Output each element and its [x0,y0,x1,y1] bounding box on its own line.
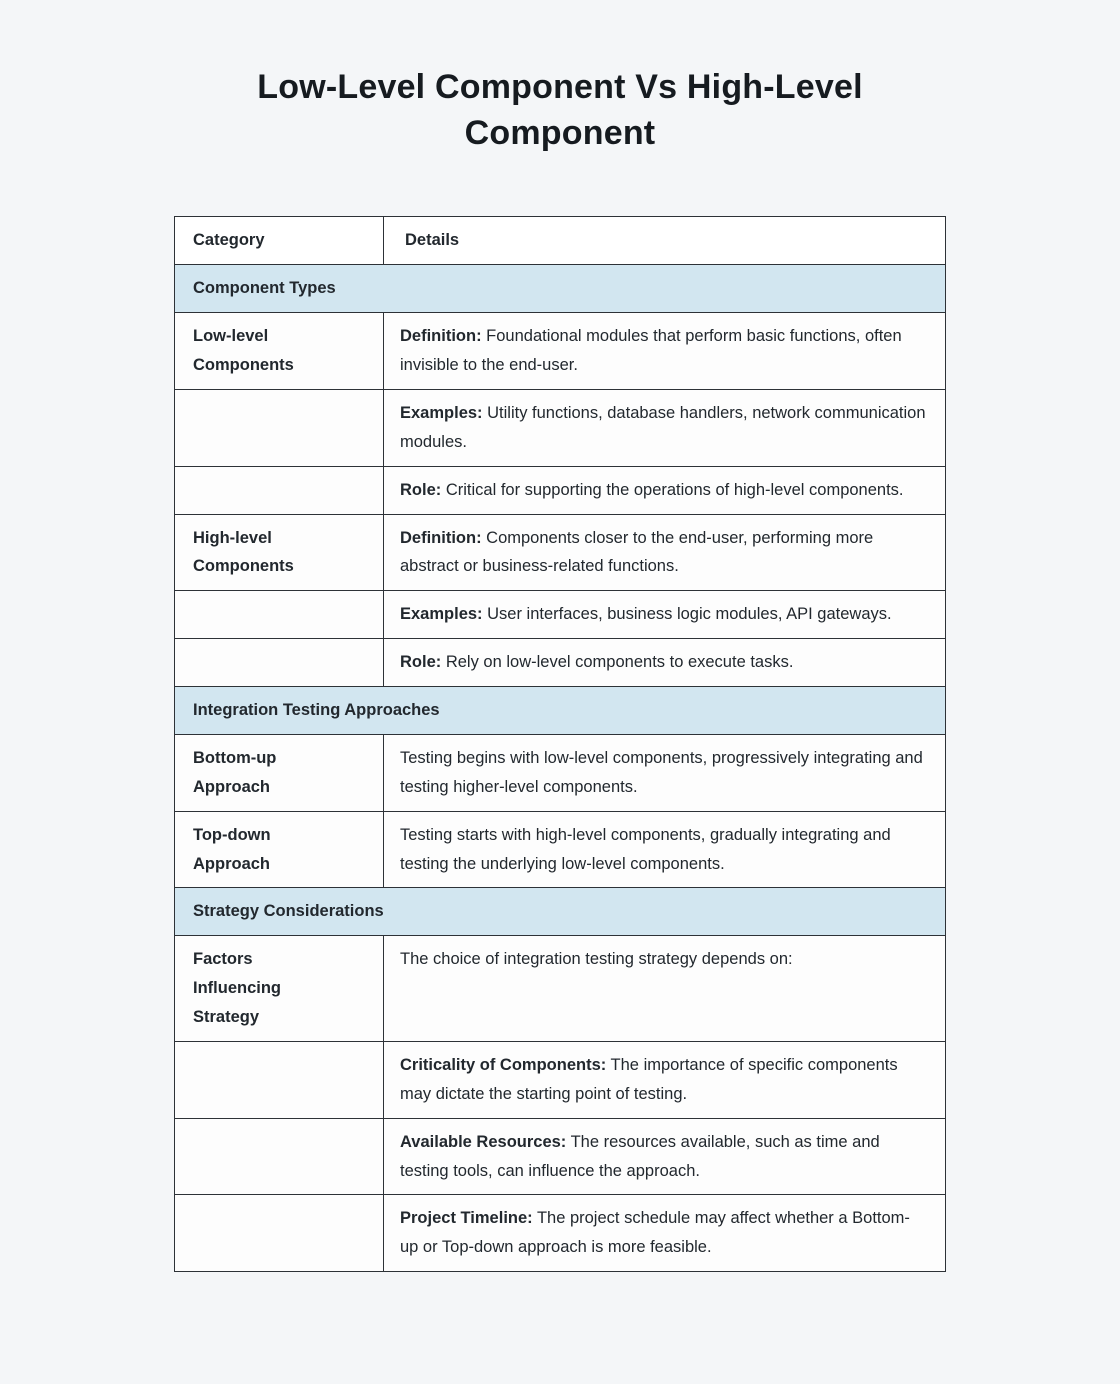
table-row [175,811,946,888]
category-label: Factors Influencing Strategy [193,950,281,1027]
table-row [175,591,946,639]
table-header-row [175,217,946,265]
section-row [175,265,946,313]
category-label: High-level Components [193,528,294,576]
table-header [175,217,946,265]
column-header-details: Details [384,217,946,265]
details-bold-label: Role: [400,480,442,499]
section-row [175,888,946,936]
details-cell: The choice of integration testing strategy depends on: [384,936,946,1042]
table-row [175,313,946,390]
details-cell: Testing starts with high-level components, gradually integrating and testing the underlying low-level components. [384,811,946,888]
details-cell: Examples: User interfaces, business logic modules, API gateways. [384,591,946,639]
details-bold-label: Examples: [400,605,483,624]
table-body [175,265,946,1272]
details-cell: Definition: Components closer to the end-user, performing more abstract or business-related functions. [384,514,946,591]
table-row [175,639,946,687]
column-header-category: Category [175,217,384,265]
table-row [175,466,946,514]
category-cell [175,466,384,514]
category-cell [175,389,384,466]
details-cell: Role: Rely on low-level components to execute tasks. [384,639,946,687]
category-cell [175,1195,384,1272]
details-bold-label: Definition: [400,528,482,547]
details-bold-label: Available Resources: [400,1132,567,1151]
table-row [175,1118,946,1195]
category-cell [175,936,384,1042]
table-row [175,936,946,1042]
section-label: Integration Testing Approaches [175,687,946,735]
category-cell [175,811,384,888]
details-bold-label: Definition: [400,327,482,346]
details-cell: Examples: Utility functions, database handlers, network communication modules. [384,389,946,466]
details-cell: Criticality of Components: The importance of specific components may dictate the starting point of testing. [384,1041,946,1118]
category-cell [175,313,384,390]
category-cell [175,1041,384,1118]
category-label: Bottom-up Approach [193,748,277,796]
details-bold-label: Criticality of Components: [400,1055,607,1074]
comparison-table [174,216,946,1272]
details-bold-label: Examples: [400,403,483,422]
category-cell [175,734,384,811]
table-row [175,734,946,811]
category-cell [175,639,384,687]
section-label: Strategy Considerations [175,888,946,936]
details-cell: Definition: Foundational modules that perform basic functions, often invisible to the end-user. [384,313,946,390]
details-cell: Available Resources: The resources available, such as time and testing tools, can influence the approach. [384,1118,946,1195]
category-cell [175,1118,384,1195]
table-row [175,389,946,466]
table-row [175,1041,946,1118]
details-bold-label: Role: [400,653,442,672]
details-bold-label: Project Timeline: [400,1209,533,1228]
section-label: Component Types [175,265,946,313]
section-row [175,687,946,735]
page-title: Low-Level Component Vs High-Level Component [257,68,863,153]
table-row [175,514,946,591]
details-cell: Testing begins with low-level components, progressively integrating and testing higher-level components. [384,734,946,811]
table-row [175,1195,946,1272]
category-cell [175,514,384,591]
category-label: Top-down Approach [193,825,271,873]
details-cell: Role: Critical for supporting the operations of high-level components. [384,466,946,514]
category-label: Low-level Components [193,327,294,375]
details-cell: Project Timeline: The project schedule may affect whether a Bottom-up or Top-down approach is more feasible. [384,1195,946,1272]
category-cell [175,591,384,639]
